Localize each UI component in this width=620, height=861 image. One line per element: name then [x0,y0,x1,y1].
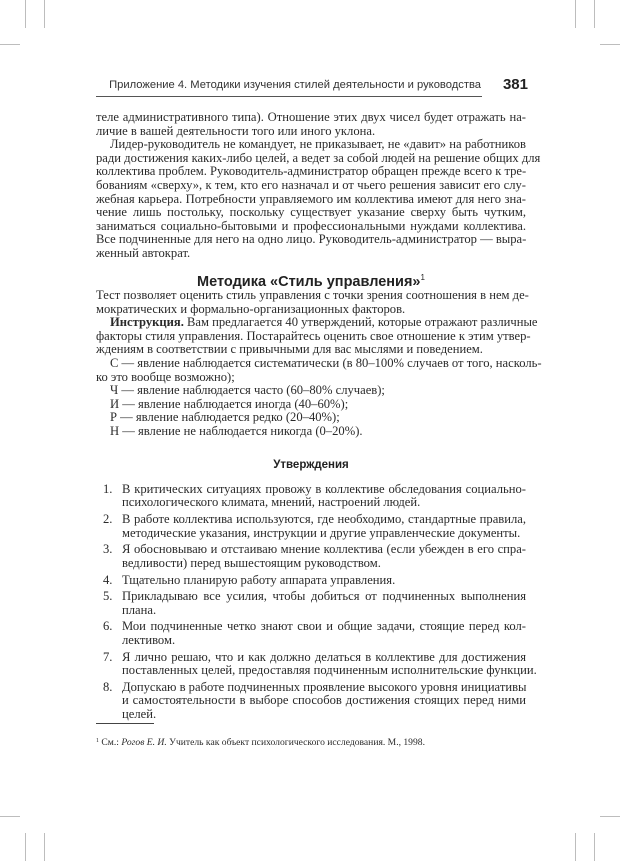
text-line: жебная карьера. Потребности управляемого им коллектива имеют для него зна- [96,191,526,206]
text-line: методические указания, инструкции и другие управленческие документы. [122,525,521,540]
paragraph [96,137,541,260]
statement-text [122,649,537,678]
text-line: Лидер-руководитель не командует, не приказывает, не «давит» на работников [110,137,526,152]
statement-text [122,513,526,540]
statement-text [122,590,526,617]
crop-mark [600,816,620,817]
statement-item [96,590,526,617]
paragraph [96,111,526,138]
text-line: И — явление наблюдается иногда (40–60%); [110,396,349,411]
statement-number: 4. [103,572,113,587]
crop-mark [25,833,26,861]
statement-item [96,483,526,510]
text-line: личие в вашей деятельности того или иного уклона. [96,123,376,138]
text-line: Прикладываю все усилия, чтобы добиться от подчиненных выполнения [122,589,526,604]
text-line: теле административного типа). Отношение этих двух чисел будет отражать на- [96,110,526,124]
statement-number: 3. [103,542,113,557]
statement-text [122,543,526,570]
text-line: Ч — явление наблюдается часто (60–80% случаев); [110,383,385,398]
text-line: плана. [122,602,157,617]
section-body [96,288,542,439]
running-header: Приложение 4. Методики изучения стилей деятельности и руководства [109,79,481,91]
footnote-mark: 1 [96,738,99,744]
header-rule [96,96,482,97]
statement-item [96,681,526,721]
description-paragraph [96,288,529,316]
crop-mark [25,0,26,28]
statement-number: 2. [103,512,113,527]
text-line: Р — явление наблюдается редко (20–40%); [110,410,340,425]
crop-mark [0,816,20,817]
text-line: Все подчиненные для него на одно лицо. Руководитель-администратор — выра- [96,232,527,247]
footnote-text: Учитель как объект психологического исследования. М., 1998. [169,737,425,748]
text-line: В критических ситуациях провожу в коллективе обследования социально- [122,482,526,496]
statement-number: 7. [103,649,113,664]
text-line: поставленных целей, предоставляя подчиненным исполнительские функции. [122,663,537,678]
text-line: целей. [122,706,157,721]
instruction-paragraph [96,315,538,357]
statement-text [122,681,526,721]
statement-text [122,483,526,510]
section-title-text: Методика «Стиль управления» [197,274,421,290]
instruction-text: Вам предлагается 40 утверждений, которые отражают различные [187,315,538,330]
text-line: и самостоятельности в выборе способов достижения стоящих перед ними [122,693,526,708]
text-line: Тщательно планирую работу аппарата управления. [122,572,396,587]
crop-mark [575,0,576,28]
footnote-ref: 1 [420,273,425,282]
text-line: чение лишь постольку, поскольку существует указание сверху быть чутким, [96,205,526,220]
crop-mark [44,833,45,861]
text-line: Тест позволяет оценить стиль управления с точки зрения соотношения в нем де- [96,288,529,302]
text-line: Я обосновываю и отстаиваю мнение коллектива (если убежден в его спра- [122,542,526,557]
text-line: Я лично решаю, что и как должно делаться в коллективе для достижения [122,649,526,664]
statements-list [96,482,537,724]
crop-mark [575,833,576,861]
crop-mark [594,833,595,861]
text-line: Мои подчиненные четко знают свои и общие задачи, стоящие перед кол- [122,619,526,634]
text-line: С — явление наблюдается систематически (в 80–100% случаев от того, насколь- [110,355,542,370]
scale-option [96,355,542,384]
intro-text [96,110,541,261]
statement-item [96,620,526,647]
text-line: В работе коллектива используются, где необходимо, стандартные правила, [122,512,526,527]
crop-mark [594,0,595,28]
text-line: ведливости) перед вышестоящим руководством. [122,555,381,570]
text-line: факторы стиля управления. Постарайтесь оценить свое отношение к этим утвер- [96,328,531,343]
statement-number: 8. [103,679,113,694]
scale-option [96,425,526,439]
statement-text [122,620,526,647]
text-line: мократических и формально-организационных факторов. [96,301,406,316]
footnote [96,737,425,748]
scale-option [96,411,526,425]
crop-mark [600,44,620,45]
text-line: заниматься социально-бытовыми и профессиональными нуждами коллектива. [96,218,526,233]
statement-item [96,574,526,587]
text-line: женный автократ. [96,245,191,260]
footnote-prefix: См.: [101,737,119,748]
text-line: Н — явление не наблюдается никогда (0–20%). [110,423,363,438]
text-line: лективом. [122,632,176,647]
text-line: психологического климата, мнений, настроений людей. [122,495,421,510]
statement-item [96,513,526,540]
scale-option [96,384,526,398]
crop-mark [44,0,45,28]
statement-item [96,649,537,678]
statement-text [122,574,526,587]
statement-item [96,543,526,570]
text-line: бованиям «сверху», к тем, кто его назначал и от чьего решения зависит его слу- [96,177,526,192]
text-line [96,315,538,330]
text-line: Допускаю в работе подчиненных проявление высокого уровня инициативы [122,679,527,694]
crop-mark [0,44,20,45]
text-line: ждениям в соответствии с привычными для вас мыслями и поведением. [96,342,483,357]
scale-option [96,398,526,412]
statement-number: 1. [103,482,113,496]
text-line: ради достижения каких-либо целей, а ведет за собой людей на решение общих для [96,150,541,165]
statement-number: 6. [103,619,113,634]
instruction-label: Инструкция. [110,315,184,330]
page-number: 381 [502,76,528,93]
footnote-rule [96,723,154,724]
text-line: коллектива проблем. Руководитель-администратор обращен прежде всего к тре- [96,164,527,179]
statements-title: Утверждения [273,459,349,471]
footnote-author: Рогов Е. И. [121,737,167,748]
text-line: ко это вообще возможно); [96,369,235,384]
statement-number: 5. [103,589,113,604]
